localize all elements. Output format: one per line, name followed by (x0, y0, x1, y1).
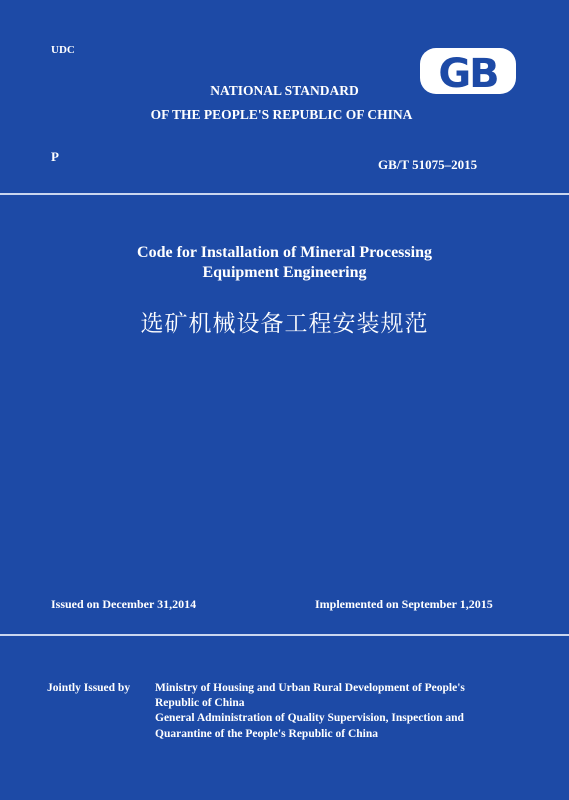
issuer-line: General Administration of Quality Supervision, Inspection and (155, 712, 464, 724)
english-title-line1: Code for Installation of Mineral Processing (137, 244, 432, 261)
issued-date: Issued on December 31,2014 (51, 597, 197, 611)
gb-logo-text: GB (438, 51, 498, 97)
jointly-issued-label: Jointly Issued by (47, 682, 131, 694)
classification-letter: P (51, 149, 59, 164)
standard-code: GB/T 51075–2015 (378, 157, 478, 172)
national-standard-line1: NATIONAL STANDARD (210, 83, 359, 98)
issuer-line: Republic of China (155, 697, 245, 709)
chinese-title: 选矿机械设备工程安装规范 (140, 311, 429, 337)
gb-logo-icon (418, 45, 518, 97)
national-standard-line2: OF THE PEOPLE'S REPUBLIC OF CHINA (150, 107, 413, 122)
issuer-line: Ministry of Housing and Urban Rural Development of People's (155, 682, 465, 694)
bottom-divider (0, 634, 569, 636)
issuer-line: Quarantine of the People's Republic of China (155, 728, 378, 740)
implemented-date: Implemented on September 1,2015 (315, 597, 493, 611)
top-divider (0, 193, 569, 195)
english-title-line2: Equipment Engineering (202, 264, 367, 281)
udc-label: UDC (51, 44, 75, 56)
